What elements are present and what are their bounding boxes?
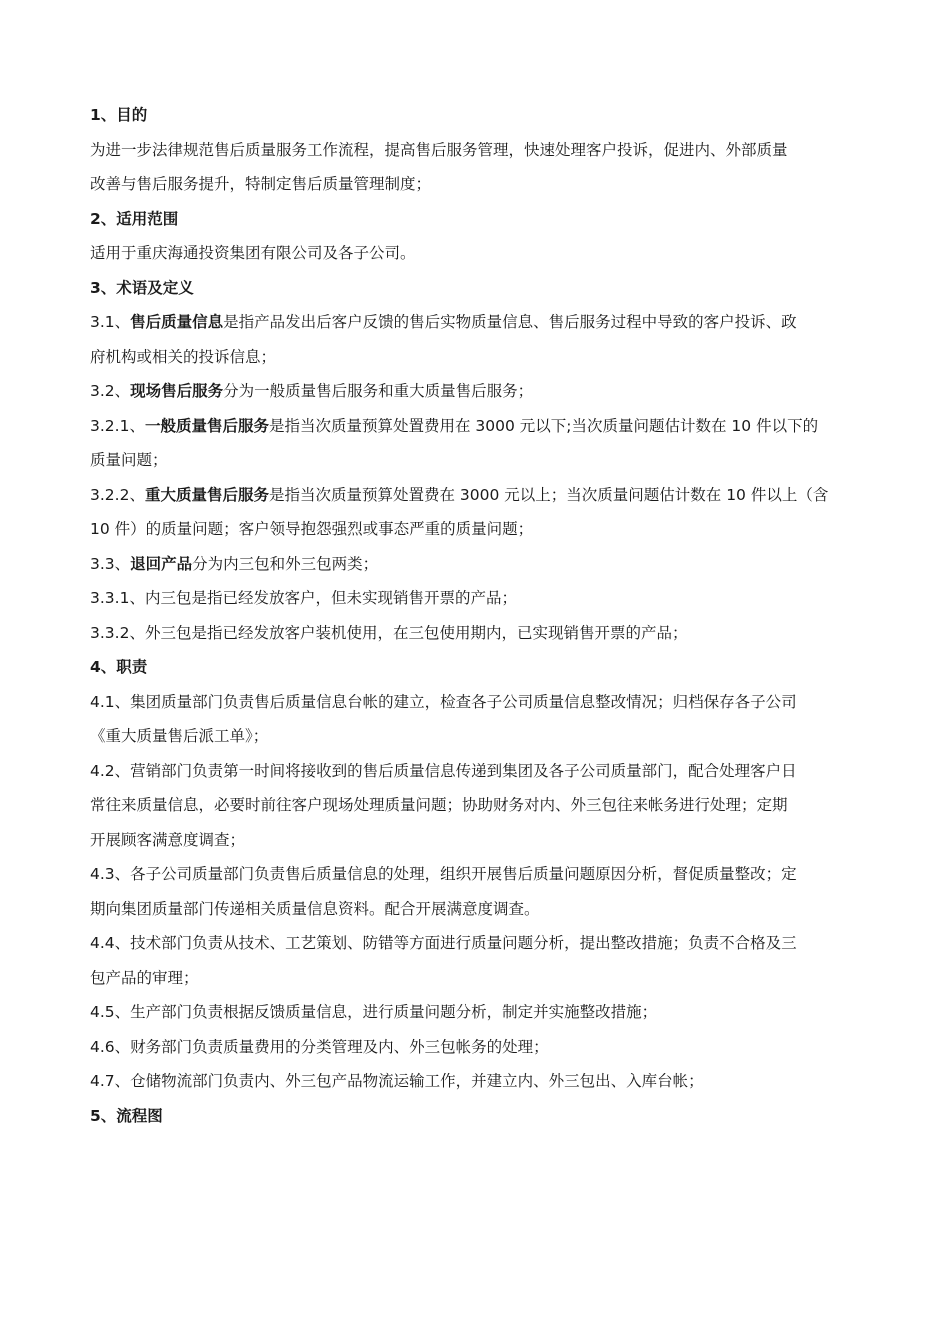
item-3-3	[90, 547, 862, 582]
item-4-7: 4.7、仓储物流部门负责内、外三包产品物流运输工作，并建立内、外三包出、入库台帐；	[90, 1072, 704, 1090]
section-5-heading: 5、流程图	[90, 1106, 163, 1125]
item-4-4-line-1: 4.4、技术部门负责从技术、工艺策划、防错等方面进行质量问题分析，提出整改措施；负责不合格及三	[90, 934, 797, 952]
item-3-2-1-text: 是指当次质量预算处置费用在 3000 元以下;当次质量问题估计数在 10 件以下的	[268, 416, 819, 435]
item-4-1-line-1: 4.1、集团质量部门负责售后质量信息台帐的建立，检查各子公司质量信息整改情况；归档保存各子公司	[90, 692, 797, 711]
item-3-1-line-1	[90, 305, 862, 340]
section-3-heading: 3、术语及定义	[90, 278, 194, 297]
section-1-paragraph-line-1: 为进一步法律规范售后质量服务工作流程，提高售后服务管理，快速处理客户投诉，促进内、外部质量	[90, 140, 788, 159]
item-4-4-line-2: 包产品的审理；	[90, 968, 199, 987]
item-3-1-line-2: 府机构或相关的投诉信息；	[90, 347, 277, 366]
item-3-1-term: 售后质量信息	[130, 313, 224, 331]
item-3-2-2-text: 是指当次质量预算处置费在 3000 元以上；当次质量问题估计数在 10 件以上（含	[268, 485, 829, 504]
item-3-3-1: 3.3.1、内三包是指已经发放客户，但未实现销售开票的产品；	[90, 589, 517, 607]
item-4-2-line-1: 4.2、营销部门负责第一时间将接收到的售后质量信息传递到集团及各子公司质量部门，配合处理客户日	[90, 761, 797, 780]
item-4-3-line-2: 期向集团质量部门传递相关质量信息资料。配合开展满意度调查。	[90, 899, 540, 918]
item-3-1-number: 3.1、	[90, 313, 131, 331]
item-3-2-1-number: 3.2.1、	[90, 416, 145, 435]
section-4-heading: 4、职责	[90, 658, 148, 676]
item-4-2-line-3: 开展顾客满意度调查；	[90, 830, 246, 849]
item-3-2-1-line-1	[90, 409, 862, 444]
item-4-3-line-1: 4.3、各子公司质量部门负责售后质量信息的处理，组织开展售后质量问题原因分析，督促质量整改；定	[90, 865, 797, 883]
item-3-2-number: 3.2、	[90, 382, 131, 400]
item-3-2-1-line-2: 质量问题；	[90, 451, 168, 469]
item-3-3-2: 3.3.2、外三包是指已经发放客户装机使用，在三包使用期内，已实现销售开票的产品；	[90, 623, 688, 642]
item-4-5: 4.5、生产部门负责根据反馈质量信息，进行质量问题分析，制定并实施整改措施；	[90, 1003, 658, 1021]
section-2-paragraph: 适用于重庆海通投资集团有限公司及各子公司。	[90, 244, 416, 262]
item-4-6: 4.6、财务部门负责质量费用的分类管理及内、外三包帐务的处理；	[90, 1037, 549, 1056]
item-3-2	[90, 374, 862, 409]
item-3-2-2-line-1	[90, 478, 862, 513]
item-4-2-line-2: 常往来质量信息，必要时前往客户现场处理质量问题；协助财务对内、外三包往来帐务进行处理；定期	[90, 796, 788, 814]
item-3-3-term: 退回产品	[130, 554, 193, 573]
section-2-heading: 2、适用范围	[90, 209, 179, 228]
item-4-1-line-2: 《重大质量售后派工单》；	[90, 727, 269, 745]
item-3-2-2-number: 3.2.2、	[90, 485, 145, 504]
item-3-3-text: 分为内三包和外三包两类；	[192, 554, 379, 573]
item-3-1-text: 是指产品发出后客户反馈的售后实物质量信息、售后服务过程中导致的客户投诉、政	[223, 313, 797, 331]
item-3-2-1-term: 一般质量售后服务	[144, 416, 269, 435]
item-3-2-term: 现场售后服务	[130, 382, 224, 400]
item-3-3-number: 3.3、	[90, 554, 131, 573]
item-3-2-2-line-2: 10 件）的质量问题；客户领导抱怨强烈或事态严重的质量问题；	[90, 520, 534, 538]
item-3-2-text: 分为一般质量售后服务和重大质量售后服务；	[223, 382, 534, 400]
section-1-heading: 1、目的	[90, 106, 148, 124]
section-1-paragraph-line-2: 改善与售后服务提升，特制定售后质量管理制度；	[90, 175, 432, 193]
item-3-2-2-term: 重大质量售后服务	[144, 485, 269, 504]
